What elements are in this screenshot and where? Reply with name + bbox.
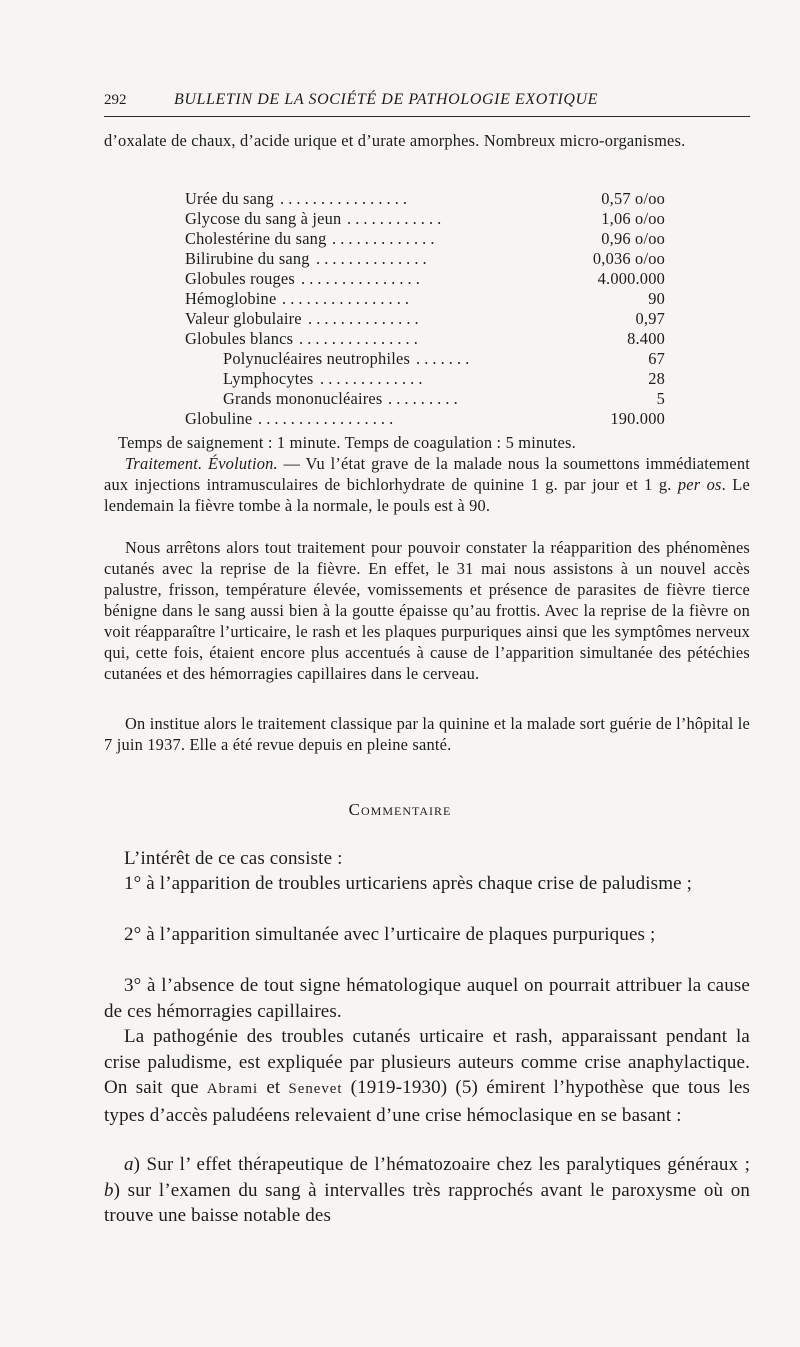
author-senevet: Senevet (288, 1081, 343, 1097)
lab-result-row (185, 369, 665, 389)
dot-leader: . . . . . . . . . . . . (347, 209, 442, 228)
lab-result-value: 8.400 (627, 329, 665, 348)
lab-results-table (185, 189, 665, 429)
treatment-text-b: . Le lendemain la fièvre tombe à la normale, le pouls est à 90. (104, 475, 750, 515)
lab-result-value: 190.000 (610, 409, 665, 428)
dot-leader: . . . . . . . . . (388, 389, 458, 408)
lab-result-label: Bilirubine du sang (185, 249, 310, 268)
commentary-point-1: 1° à l’apparition de troubles urticariens après chaque crise de paludisme ; (124, 873, 693, 894)
lab-result-label: Lymphocytes (223, 369, 314, 388)
lab-result-row (185, 249, 665, 269)
lab-result-label: Hémoglobine (185, 289, 277, 308)
dot-leader: . . . . . . . . . . . . . . . . (280, 189, 408, 208)
lab-result-value: 67 (648, 349, 665, 368)
lab-result-row (185, 269, 665, 289)
lab-result-row (185, 209, 665, 229)
treatment-text-a: — Vu l’état grave de la malade nous la soumettons immédiatement aux injections intramusculaires de bichlorhydrate de quinine 1 g. par jour et 1 g. (104, 454, 751, 494)
page-header (104, 86, 750, 117)
recovery-paragraph: On institue alors le traitement classique par la quinine et la malade sort guérie de l’hôpital le 7 juin 1937. Elle a été revue depuis en pleine santé. (104, 714, 750, 754)
commentary-point-2: 2° à l’apparition simultanée avec l’urticaire de plaques purpuriques ; (124, 924, 656, 945)
pathogenesis-paragraph: La pathogénie des troubles cutanés urticaire et rash, apparaissant pendant la crise paludisme, est expliquée par plusieurs auteurs comme crise anaphylactique. On sait que Abrami et Senevet (1919-1930) (5) émirent l’hypothèse que tous les types d’accès paludéens relevaient d’une crise hémoclasique en se basant : (104, 1026, 751, 1126)
lab-result-row (185, 229, 665, 249)
dot-leader: . . . . . . . (416, 349, 470, 368)
relapse-paragraph: Nous arrêtons alors tout traitement pour pouvoir constater la réapparition des phénomènes cutanés avec la reprise de la fièvre. En effet, le 31 mai nous assistons à un nouvel accès palustre, frisson, température élevée, vomissements et présence de parasites de fièvre tierce bénigne dans le sang aussi bien à la goutte épaisse qu’au frottis. Avec la reprise de la fièvre on voit réapparaître l’urticaire, le rash et les plaques purpuriques ainsi que les symptômes nerveux qui, cette fois, étaient encore plus accentués à cause de l’apparition simultanée des pétéchies cutanées et des hémorragies capillaires dans le cerveau. (104, 538, 750, 683)
lab-result-label: Glycose du sang à jeun (185, 209, 342, 228)
lab-result-label: Urée du sang (185, 189, 274, 208)
lab-result-row (185, 329, 665, 349)
bleeding-time-paragraph: Temps de saignement : 1 minute. Temps de coagulation : 5 minutes. (118, 433, 576, 452)
lab-result-value: 0,57 o/oo (601, 189, 665, 208)
treatment-heading: Traitement. Évolution. (125, 454, 278, 473)
lab-result-row (185, 409, 665, 429)
basis-paragraph: a) Sur l’ effet thérapeutique de l’hématozoaire chez les paralytiques généraux ; b) sur l’examen du sang à intervalles très rapprochés avant le paroxysme où on trouve une baisse notable des (104, 1154, 750, 1226)
dot-leader: . . . . . . . . . . . . . . . (301, 269, 420, 288)
section-heading: COMMENTAIRE (348, 800, 452, 819)
lab-result-label: Valeur globulaire (185, 309, 302, 328)
lab-result-label: Globules rouges (185, 269, 295, 288)
lab-result-value: 0,036 o/oo (592, 249, 665, 268)
lab-result-row (185, 289, 665, 309)
lab-result-value: 0,97 (635, 309, 665, 328)
lab-result-row (185, 389, 665, 409)
dot-leader: . . . . . . . . . . . . . . . . (282, 289, 410, 308)
lab-result-value: 1,06 o/oo (601, 209, 665, 228)
running-title: BULLETIN DE LA SOCIÉTÉ DE PATHOLOGIE EXOTIQUE (174, 91, 599, 108)
lab-result-value: 5 (656, 389, 665, 408)
lab-result-row (185, 309, 665, 329)
lab-result-row (185, 189, 665, 209)
lab-result-value: 90 (648, 289, 665, 308)
lab-result-value: 0,96 o/oo (601, 229, 665, 248)
dot-leader: . . . . . . . . . . . . . . (308, 309, 419, 328)
commentary-point-3: 3° à l’absence de tout signe hématologique auquel on pourrait attribuer la cause de ces hémorragies capillaires. (104, 975, 750, 1022)
lab-result-label: Cholestérine du sang (185, 229, 327, 248)
treatment-paragraph (104, 453, 750, 516)
author-abrami: Abrami (206, 1081, 259, 1097)
dot-leader: . . . . . . . . . . . . . (332, 229, 435, 248)
per-os-text: per os (677, 475, 722, 494)
lab-result-label: Grands mononucléaires (223, 389, 383, 408)
intro-paragraph: d’oxalate de chaux, d’acide urique et d’urate amorphes. Nombreux micro-organismes. (104, 131, 686, 150)
dot-leader: . . . . . . . . . . . . . . (316, 249, 427, 268)
page-number: 292 (104, 92, 127, 108)
lab-result-label: Polynucléaires neutrophiles (223, 349, 411, 368)
dot-leader: . . . . . . . . . . . . . . . . . (258, 409, 394, 428)
dot-leader: . . . . . . . . . . . . . . . (299, 329, 418, 348)
commentary-intro: L’intérêt de ce cas consiste : (124, 848, 343, 869)
dot-leader: . . . . . . . . . . . . . (320, 369, 423, 388)
lab-result-value: 4.000.000 (597, 269, 665, 288)
lab-result-label: Globuline (185, 409, 253, 428)
lab-result-label: Globules blancs (185, 329, 294, 348)
lab-result-row (185, 349, 665, 369)
lab-result-value: 28 (648, 369, 665, 388)
